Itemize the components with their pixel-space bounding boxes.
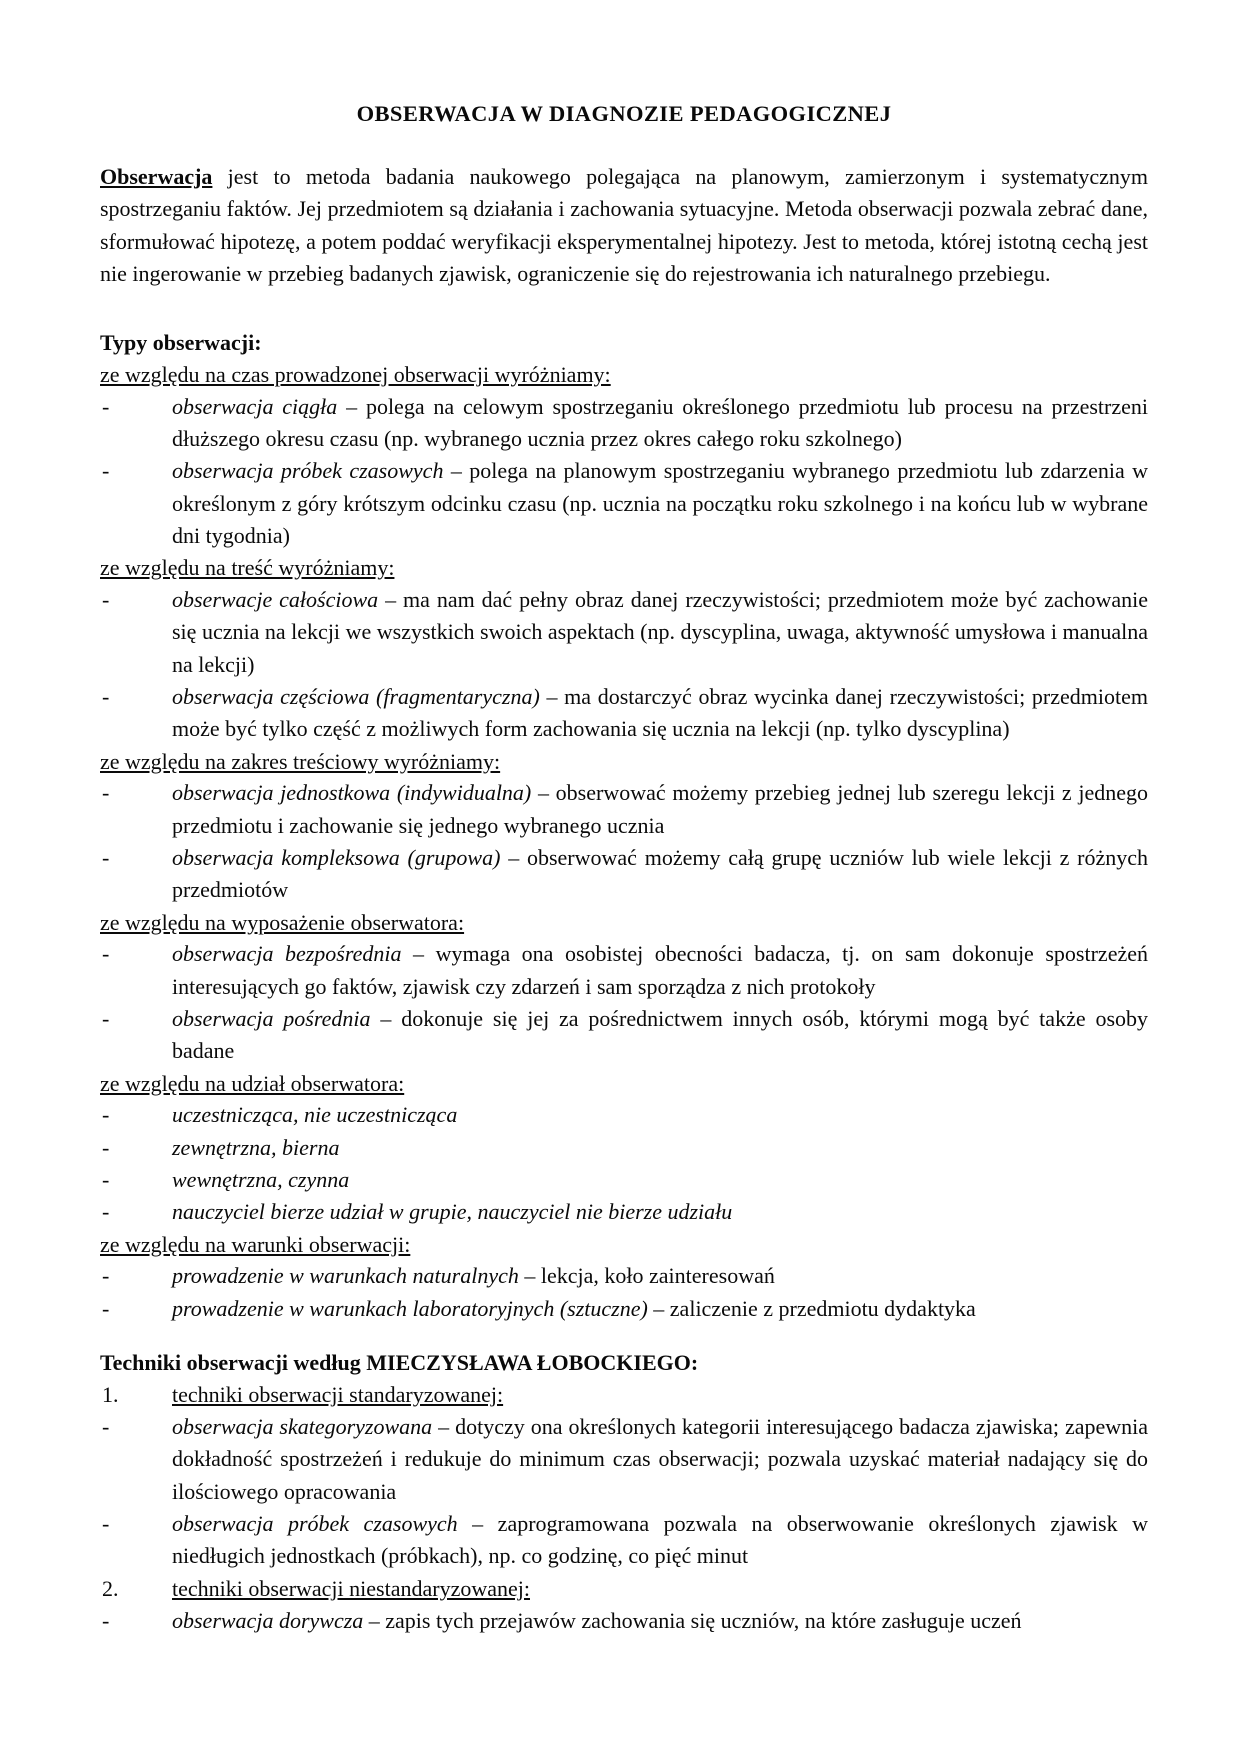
list-item: [100, 1260, 1148, 1292]
list-item-body: [172, 1605, 1148, 1637]
list-item-body: [172, 1099, 1148, 1131]
list-item-body: [172, 584, 1148, 681]
list-item-term: obserwacja bezpośrednia: [172, 941, 402, 967]
list-item: [100, 1099, 1148, 1131]
list-item-term: obserwacja próbek czasowych: [172, 1510, 458, 1536]
group-tresc: [100, 552, 1148, 745]
list-item-term: obserwacja skategoryzowana: [172, 1413, 433, 1439]
list-item: [100, 1132, 1148, 1164]
list-item-body: [172, 681, 1148, 746]
bullet-dash: -: [102, 1005, 110, 1031]
list-item-term: wewnętrzna, czynna: [172, 1166, 350, 1192]
numbered-marker: 1.: [102, 1381, 119, 1407]
bullet-dash: -: [102, 1166, 110, 1192]
numbered-marker: 2.: [102, 1575, 119, 1601]
list-item-body: [172, 1196, 1148, 1228]
list-item-body: [172, 1132, 1148, 1164]
list-item: [100, 455, 1148, 552]
list-item-rest: – zapis tych przejawów zachowania się uczniów, na które zasługuje uczeń: [363, 1607, 1022, 1633]
page-title: OBSERWACJA W DIAGNOZIE PEDAGOGICZNEJ: [356, 101, 892, 126]
list-item: [100, 777, 1148, 842]
group-subheading: ze względu na wyposażenie obserwatora:: [100, 909, 465, 935]
list-item: [100, 1196, 1148, 1228]
list-item-rest: – wymaga ona osobistej obecności badacza, tj. on sam dokonuje spostrzeżeń interesujących go faktów, zjawisk czy zdarzeń i sam sporządza z nich protokoły: [172, 941, 1148, 999]
bullet-dash: -: [102, 586, 110, 612]
list-item-rest: – dotyczy ona określonych kategorii interesującego badacza zjawiska; zapewnia dokładność spostrzeżeń i redukuje do minimum czas obserwacji; pozwala uzyskać materiał nadający się do ilościowego opracowania: [172, 1413, 1149, 1504]
list-item: [100, 1003, 1148, 1068]
intro-body-text: jest to metoda badania naukowego polegająca na planowym, zamierzonym i systematycznym spostrzeganiu faktów. Jej przedmiotem są działania i zachowania sytuacyjne. Metoda obserwacji pozwala zebrać dane, sformułować hipotezę, a potem poddać weryfikacji eksperymentalnej hipotezy. Jest to metoda, której istotną cechą jest nie ingerowanie w przebieg badanych zjawisk, ograniczenie się do rejestrowania ich naturalnego przebiegu.: [100, 164, 1148, 286]
bullet-dash: -: [102, 458, 110, 484]
list-item-body: [172, 1508, 1148, 1573]
group-wyposazenie: [100, 907, 1148, 1068]
bullet-dash: -: [102, 683, 110, 709]
list-item-body: [172, 1003, 1148, 1068]
list-item: [100, 842, 1148, 907]
group-subheading: ze względu na warunki obserwacji:: [100, 1231, 411, 1257]
list-item-term: nauczyciel bierze udział w grupie, nauczyciel nie bierze udziału: [172, 1199, 733, 1225]
list-item-term: obserwacja jednostkowa (indywidualna): [172, 780, 532, 806]
section-typy-obserwacji: [100, 327, 1148, 1325]
list-item-term: zewnętrzna, bierna: [172, 1134, 340, 1160]
section-heading: Techniki obserwacji według MIECZYSŁAWA ŁOBOCKIEGO:: [100, 1349, 699, 1375]
list-item-term: obserwacja pośrednia: [172, 1005, 371, 1031]
list-item-term: obserwacja dorywcza: [172, 1607, 364, 1633]
bullet-dash: -: [102, 780, 110, 806]
group-zakres-tresciowy: [100, 746, 1148, 907]
section-techniki-obserwacji: [100, 1347, 1148, 1637]
list-item-term: obserwacja kompleksowa (grupowa): [172, 844, 501, 870]
bullet-dash: -: [102, 393, 110, 419]
intro-paragraph: [100, 161, 1148, 290]
bullet-dash: -: [102, 1295, 110, 1321]
list-item: [100, 391, 1148, 456]
list-item-term: obserwacja próbek czasowych: [172, 458, 444, 484]
list-item-body: [172, 391, 1148, 456]
list-item-body: [172, 1293, 1148, 1325]
list-item-rest: – polega na planowym spostrzeganiu wybranego przedmiotu lub zdarzenia w określonym z góry krótszym odcinku czasu (np. ucznia na początku roku szkolnego i na końcu lub w wybrane dni tygodnia): [172, 458, 1149, 548]
list-item-body: [172, 455, 1148, 552]
list-item: [100, 1605, 1148, 1637]
list-item-rest: – zaliczenie z przedmiotu dydaktyka: [647, 1295, 976, 1321]
list-item-rest: – dokonuje się jej za pośrednictwem innych osób, którymi mogą być także osoby badane: [172, 1005, 1149, 1064]
list-item-term: prowadzenie w warunkach laboratoryjnych (sztuczne): [172, 1295, 648, 1321]
list-item-rest: – polega na celowym spostrzeganiu określonego przedmiotu lub procesu na przestrzeni dłuższego okresu czasu (np. wybranego ucznia przez okres całego roku szkolnego): [172, 393, 1148, 451]
bullet-dash: -: [102, 1199, 110, 1225]
list-item-term: uczestnicząca, nie uczestnicząca: [172, 1102, 458, 1128]
numbered-item: [100, 1573, 1148, 1605]
list-item-body: [172, 938, 1148, 1003]
bullet-dash: -: [102, 941, 110, 967]
list-item-rest: – lekcja, koło zainteresowań: [518, 1263, 775, 1289]
bullet-dash: -: [102, 1134, 110, 1160]
numbered-label: techniki obserwacji standaryzowanej:: [172, 1381, 504, 1407]
list-item: [100, 1293, 1148, 1325]
bullet-dash: -: [102, 1607, 110, 1633]
group-subheading: ze względu na treść wyróżniamy:: [100, 555, 395, 581]
list-item-term: obserwacja ciągła: [172, 393, 338, 419]
list-item-rest: – ma nam dać pełny obraz danej rzeczywistości; przedmiotem może być zachowanie się ucznia na lekcji we wszystkich swoich aspektach (np. dyscyplina, uwaga, aktywność umysłowa i manualna na lekcji): [172, 586, 1148, 677]
numbered-item: [100, 1379, 1148, 1411]
group-subheading: ze względu na udział obserwatora:: [100, 1070, 405, 1096]
group-subheading: ze względu na zakres treściowy wyróżniamy:: [100, 748, 501, 774]
group-czas: [100, 359, 1148, 552]
numbered-label: techniki obserwacji niestandaryzowanej:: [172, 1575, 530, 1601]
list-item-body: [172, 1260, 1148, 1292]
list-item: [100, 1508, 1148, 1573]
list-item-term: obserwacje całościowa: [172, 586, 379, 612]
list-item-term: obserwacja częściowa (fragmentaryczna): [172, 683, 540, 709]
intro-lead-term: Obserwacja: [100, 164, 213, 189]
group-subheading: ze względu na czas prowadzonej obserwacji wyróżniamy:: [100, 361, 611, 387]
bullet-dash: -: [102, 1263, 110, 1289]
section-heading: Typy obserwacji:: [100, 330, 262, 356]
list-item-rest: – obserwować możemy całą grupę uczniów lub wiele lekcji z różnych przedmiotów: [172, 844, 1148, 903]
group-udzial-obserwatora: [100, 1068, 1148, 1229]
list-item: [100, 1411, 1148, 1508]
list-item-body: [172, 777, 1148, 842]
list-item-term: prowadzenie w warunkach naturalnych: [172, 1263, 519, 1289]
list-item: [100, 1164, 1148, 1196]
section-spacer: [100, 1325, 1148, 1347]
list-item-body: [172, 1164, 1148, 1196]
list-item-body: [172, 842, 1148, 907]
list-item: [100, 584, 1148, 681]
bullet-dash: -: [102, 1510, 110, 1536]
bullet-dash: -: [102, 844, 110, 870]
list-item: [100, 938, 1148, 1003]
section-spacer: [100, 300, 1148, 327]
list-item-rest: – ma dostarczyć obraz wycinka danej rzeczywistości; przedmiotem może być tylko część z możliwych form zachowania się ucznia na lekcji (np. tylko dyscyplina): [172, 683, 1148, 742]
bullet-dash: -: [102, 1102, 110, 1128]
list-item-rest: – zaprogramowana pozwala na obserwowanie określonych zjawisk w niedługich jednostkach (próbkach), np. co godzinę, co pięć minut: [172, 1510, 1148, 1569]
list-item-rest: – obserwować możemy przebieg jednej lub szeregu lekcji z jednego przedmiotu i zachowanie się jednego wybranego ucznia: [172, 780, 1149, 838]
list-item-body: [172, 1411, 1148, 1508]
bullet-dash: -: [102, 1413, 110, 1439]
group-warunki-obserwacji: [100, 1229, 1148, 1325]
list-item: [100, 681, 1148, 746]
